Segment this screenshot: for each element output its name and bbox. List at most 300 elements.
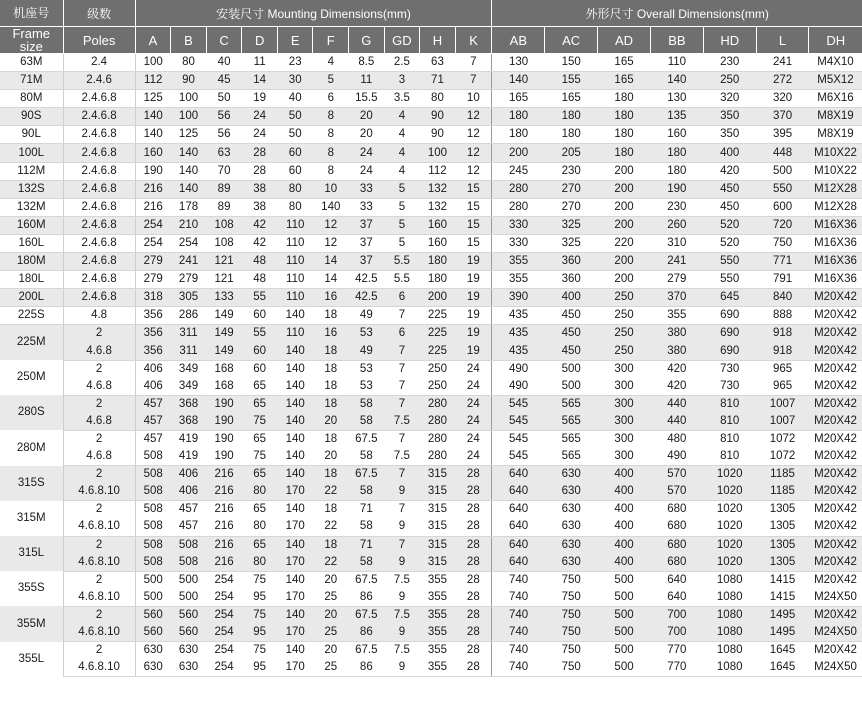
dimension-cell: 9	[384, 554, 420, 572]
frame-size-cell: 180L	[0, 271, 63, 289]
dimension-cell: 8	[313, 126, 349, 144]
dimension-cell: 420	[650, 378, 703, 396]
dimension-cell: 8	[313, 162, 349, 180]
dimension-cell: 254	[135, 216, 171, 234]
dimension-cell: 225	[420, 307, 456, 325]
dimension-cell: 350	[703, 126, 756, 144]
dimension-cell: 279	[171, 271, 207, 289]
dimension-cell: 640	[492, 483, 545, 501]
dimension-cell: M24X50	[809, 624, 862, 642]
dimension-cell: 18	[313, 307, 349, 325]
dimension-cell: 20	[349, 108, 385, 126]
dimension-cell: 80	[242, 518, 278, 536]
dimension-cell: 18	[324, 503, 338, 516]
dimension-cell: 360	[545, 271, 598, 289]
dimension-cell: 140	[171, 162, 207, 180]
dimension-cell: 168	[214, 362, 234, 375]
dimension-cell: M8X19	[809, 108, 862, 126]
table-row	[0, 413, 862, 431]
dimension-cell: 38	[242, 180, 278, 198]
dimension-cell: 89	[206, 180, 242, 198]
dimension-cell: 80	[242, 554, 278, 572]
dimension-cell: 690	[703, 325, 756, 343]
dimension-cell: 71	[349, 536, 385, 554]
dimension-cell: 1072	[756, 448, 809, 466]
dimension-cell: 18	[313, 536, 349, 554]
dimension-cell: 75	[253, 644, 267, 657]
dimension-cell: 140	[135, 126, 171, 144]
dimension-cell: 500	[614, 573, 634, 586]
col-header-ad: AD	[598, 27, 651, 54]
dimension-cell: 315	[420, 483, 456, 501]
dimension-cell: 630	[545, 554, 598, 572]
dimension-cell: 720	[756, 216, 809, 234]
dimension-cell: 1080	[703, 589, 756, 607]
dimension-cell: 270	[545, 198, 598, 216]
dimension-cell: 356	[135, 325, 171, 343]
dimension-cell: 1020	[703, 466, 756, 484]
table-row	[0, 90, 862, 108]
poles-cell: 4.6.8	[63, 343, 135, 361]
dimension-cell: 330	[492, 216, 545, 234]
frame-size-cell: 180M	[0, 253, 63, 271]
dimension-cell: 160	[420, 234, 456, 252]
dimension-cell: 280	[420, 395, 456, 413]
dimension-cell: 1007	[756, 413, 809, 431]
dimension-cell: 63	[420, 54, 456, 72]
dimension-cell: 311	[171, 325, 207, 343]
col-header-k: K	[455, 27, 492, 54]
dimension-cell: 15	[455, 234, 492, 252]
dimension-cell: 60	[242, 307, 278, 325]
dimension-cell: 95	[242, 589, 278, 607]
col-header-ac: AC	[545, 27, 598, 54]
table-row	[0, 606, 862, 624]
dimension-cell: 108	[206, 234, 242, 252]
dimension-cell: 24	[349, 144, 385, 162]
dimension-cell: 888	[756, 307, 809, 325]
dimension-cell: 600	[756, 198, 809, 216]
poles-cell: 2.4.6	[63, 72, 135, 90]
dimension-cell: 230	[703, 54, 756, 72]
poles-cell: 2.4.6.8	[63, 126, 135, 144]
dimension-cell: 810	[703, 448, 756, 466]
dimension-cell: 190	[214, 433, 234, 446]
dimension-cell: 320	[756, 90, 809, 108]
dimension-cell: 149	[206, 343, 242, 361]
dimension-cell: 12	[455, 144, 492, 162]
dimension-cell: 75	[253, 573, 267, 586]
dimension-cell: 368	[171, 395, 207, 413]
dimension-cell: 630	[545, 483, 598, 501]
dimension-cell: 700	[650, 606, 703, 624]
dimension-cell: 286	[171, 307, 207, 325]
dimension-cell: 140	[277, 395, 313, 413]
dimension-cell: 349	[178, 362, 199, 375]
dimension-cell: 5	[384, 198, 420, 216]
dimension-cell: 18	[313, 466, 349, 484]
dimension-cell: 435	[492, 307, 545, 325]
dimension-cell: 80	[171, 54, 207, 72]
dimension-cell: 100	[171, 108, 207, 126]
dimension-cell: 810	[703, 413, 756, 431]
dimension-cell: 25	[313, 589, 349, 607]
dimension-cell: 7	[398, 433, 406, 446]
frame-size-cell: 71M	[0, 72, 63, 90]
dimension-cell: 42	[242, 234, 278, 252]
dimension-cell: M20X42	[814, 362, 857, 375]
dimension-cell: 560	[171, 606, 207, 624]
col-header-f: F	[313, 27, 349, 54]
dimension-cell: 1020	[716, 503, 743, 516]
dimension-cell: 490	[650, 448, 703, 466]
dimension-cell: 450	[545, 325, 598, 343]
dimension-cell: 5	[384, 216, 420, 234]
dimension-cell: 216	[206, 554, 242, 572]
col-header-d: D	[242, 27, 278, 54]
dimension-cell: 450	[703, 180, 756, 198]
dimension-cell: 165	[598, 72, 651, 90]
dimension-cell: 315	[420, 536, 456, 554]
frame-size-cell: 225M	[0, 325, 63, 360]
dimension-cell: M20X42	[809, 448, 862, 466]
dimension-cell: 75	[242, 448, 278, 466]
dimension-cell: 280	[427, 433, 448, 446]
dimension-cell: 310	[650, 234, 703, 252]
dimension-cell: M10X22	[809, 144, 862, 162]
dimension-cell: 315	[420, 554, 456, 572]
dimension-cell: 160	[420, 216, 456, 234]
dimension-cell: 216	[135, 180, 171, 198]
dimension-cell: M20X42	[809, 554, 862, 572]
dimension-cell: 250	[598, 325, 651, 343]
dimension-cell: 355	[492, 253, 545, 271]
dimension-cell: 216	[206, 518, 242, 536]
dimension-cell: 500	[143, 573, 163, 586]
dimension-cell: M20X42	[814, 503, 857, 516]
dimension-cell: 400	[598, 554, 651, 572]
dimension-cell: 508	[135, 483, 171, 501]
dimension-cell: 640	[492, 466, 545, 484]
dimension-cell: 100	[135, 54, 171, 72]
dimension-cell: 180	[598, 90, 651, 108]
dimension-cell: 419	[171, 448, 207, 466]
dimension-cell: 400	[598, 536, 651, 554]
dimension-cell: 508	[135, 554, 171, 572]
dimension-cell: 65	[242, 466, 278, 484]
dimension-cell: 24	[455, 413, 492, 431]
dimension-cell: 500	[614, 644, 634, 657]
dimension-cell: 7.5	[384, 413, 420, 431]
dimension-cell: 15.5	[349, 90, 385, 108]
dimension-cell: 10	[455, 90, 492, 108]
frame-size-header-cn: 机座号	[0, 0, 63, 27]
dimension-cell: 630	[545, 536, 598, 554]
dimension-cell: 254	[206, 659, 242, 677]
dimension-cell: 325	[545, 216, 598, 234]
dimension-cell: 150	[545, 54, 598, 72]
dimension-cell: 550	[756, 180, 809, 198]
dimension-cell: 67.5	[349, 466, 385, 484]
table-row	[0, 180, 862, 198]
dimension-cell: 315	[420, 518, 456, 536]
dimension-cell: 110	[277, 234, 313, 252]
dimension-cell: 90	[171, 72, 207, 90]
dimension-cell: 28	[455, 571, 492, 589]
dimension-cell: 254	[171, 234, 207, 252]
dimension-cell: 60	[277, 162, 313, 180]
dimension-cell: 140	[285, 362, 305, 375]
dimension-cell: 180	[492, 126, 545, 144]
dimension-cell: 9	[384, 624, 420, 642]
dimension-cell: 110	[277, 289, 313, 307]
dimension-cell: 280	[492, 180, 545, 198]
poles-cell: 2.4.6.8	[63, 289, 135, 307]
dimension-cell: 440	[650, 395, 703, 413]
dimension-cell: 330	[492, 234, 545, 252]
dimension-cell: 216	[206, 536, 242, 554]
dimension-cell: 508	[171, 536, 207, 554]
dimension-cell: 56	[206, 126, 242, 144]
dimension-cell: 58	[349, 448, 385, 466]
dimension-cell: 19	[455, 343, 492, 361]
poles-cell: 4.6.8.10	[63, 483, 135, 501]
frame-size-cell: 160M	[0, 216, 63, 234]
dimension-cell: 20	[313, 606, 349, 624]
dimension-cell: 640	[492, 536, 545, 554]
dimension-cell: 28	[455, 659, 492, 677]
dimension-cell: 560	[135, 624, 171, 642]
dimension-cell: 121	[206, 253, 242, 271]
dimension-cell: 395	[756, 126, 809, 144]
frame-size-cell: 112M	[0, 162, 63, 180]
dimension-cell: 245	[492, 162, 545, 180]
dimension-cell: 16	[313, 325, 349, 343]
dimension-cell: 5.5	[384, 253, 420, 271]
dimension-cell: 279	[650, 271, 703, 289]
dimension-cell: 58	[349, 518, 385, 536]
dimension-cell: 350	[703, 108, 756, 126]
dimension-cell: 965	[756, 378, 809, 396]
dimension-cell: 12	[455, 126, 492, 144]
overall-dimensions-header: 外形尺寸 Overall Dimensions(mm)	[492, 0, 862, 27]
poles-cell: 2.4.6.8	[63, 271, 135, 289]
dimension-cell: 140	[277, 448, 313, 466]
col-header-ab: AB	[492, 27, 545, 54]
dimension-cell: 130	[650, 90, 703, 108]
dimension-cell: 400	[614, 503, 634, 516]
poles-cell: 4.6.8	[63, 448, 135, 466]
table-row	[0, 198, 862, 216]
dimension-cell: 1020	[703, 536, 756, 554]
dimension-cell: 80	[242, 483, 278, 501]
dimension-cell: 19	[455, 307, 492, 325]
dimension-cell: 9	[384, 518, 420, 536]
dimension-cell: 140	[285, 433, 305, 446]
poles-cell: 2	[63, 325, 135, 343]
dimension-cell: 24	[242, 108, 278, 126]
dimension-cell: 435	[492, 343, 545, 361]
dimension-cell: 18	[313, 395, 349, 413]
dimension-cell: 1495	[756, 624, 809, 642]
poles-cell: 4.6.8.10	[63, 554, 135, 572]
poles-cell: 2	[63, 571, 135, 589]
poles-cell: 2.4.6.8	[63, 162, 135, 180]
poles-cell: 4.8	[63, 307, 135, 325]
dimension-cell: 1080	[716, 573, 743, 586]
dimension-cell: 4	[384, 144, 420, 162]
dimension-cell: 730	[703, 378, 756, 396]
dimension-cell: 565	[561, 433, 581, 446]
dimension-cell: 740	[492, 606, 545, 624]
dimension-cell: 65	[242, 378, 278, 396]
dimension-cell: 280	[420, 413, 456, 431]
dimension-cell: 7	[384, 395, 420, 413]
dimension-cell: 125	[171, 126, 207, 144]
poles-cell: 2.4.6.8	[63, 144, 135, 162]
dimension-cell: M5X12	[809, 72, 862, 90]
poles-cell: 2.4.6.8	[63, 90, 135, 108]
dimension-cell: 300	[598, 395, 651, 413]
dimension-cell: 22	[313, 483, 349, 501]
dimension-cell: 630	[171, 659, 207, 677]
dimension-cell: M20X42	[809, 325, 862, 343]
dimension-cell: 20	[324, 644, 338, 657]
dimension-cell: 457	[171, 518, 207, 536]
table-row	[0, 144, 862, 162]
dimension-cell: 8	[313, 144, 349, 162]
dimension-cell: 356	[135, 307, 171, 325]
dimension-cell: 300	[614, 362, 634, 375]
dimension-cell: 250	[703, 72, 756, 90]
dimension-cell: 220	[598, 234, 651, 252]
dimension-cell: 110	[277, 253, 313, 271]
dimension-cell: 740	[492, 659, 545, 677]
dimension-cell: M20X42	[809, 518, 862, 536]
table-row	[0, 216, 862, 234]
dimension-cell: 1305	[769, 503, 796, 516]
dimension-cell: M20X42	[809, 483, 862, 501]
dimension-cell: 1185	[756, 466, 809, 484]
dimension-cell: 680	[650, 536, 703, 554]
dimension-cell: 65	[253, 433, 267, 446]
dimension-cell: 20	[349, 126, 385, 144]
dimension-cell: 355	[420, 606, 456, 624]
dimension-cell: 500	[756, 162, 809, 180]
dimension-cell: 500	[171, 589, 207, 607]
dimension-cell: 918	[756, 343, 809, 361]
dimension-cell: M24X50	[809, 659, 862, 677]
dimension-cell: 640	[492, 554, 545, 572]
poles-cell: 4.6.8	[63, 378, 135, 396]
dimension-cell: 770	[650, 659, 703, 677]
dimension-cell: 918	[756, 325, 809, 343]
dimension-cell: M20X42	[814, 433, 857, 446]
frame-size-cell: 90S	[0, 108, 63, 126]
dimension-cell: 95	[242, 624, 278, 642]
dimension-cell: 170	[277, 624, 313, 642]
frame-size-cell: 355M	[0, 606, 63, 641]
frame-size-cell: 132S	[0, 180, 63, 198]
dimension-cell: 280	[492, 198, 545, 216]
dimension-cell: 200	[598, 271, 651, 289]
poles-cell: 2	[63, 642, 135, 660]
dimension-cell: 53	[349, 325, 385, 343]
dimension-cell: M4X10	[809, 54, 862, 72]
dimension-cell: 4	[384, 108, 420, 126]
dimension-cell: 7.5	[384, 606, 420, 624]
dimension-cell: 24	[349, 162, 385, 180]
dimension-cell: 254	[206, 624, 242, 642]
dimension-cell: 12	[313, 234, 349, 252]
dimension-cell: 200	[598, 162, 651, 180]
poles-cell: 2.4.6.8	[63, 216, 135, 234]
dimension-cell: 419	[178, 433, 199, 446]
dimension-cell: 18	[313, 378, 349, 396]
dimension-cell: 440	[650, 413, 703, 431]
dimension-cell: 42	[242, 216, 278, 234]
dimension-cell: 12	[313, 216, 349, 234]
dimension-cell: 630	[143, 644, 163, 657]
dimension-cell: 225	[420, 325, 456, 343]
dimension-cell: 640	[508, 503, 529, 516]
col-header-hd: HD	[703, 27, 756, 54]
poles-header-en: Poles	[63, 27, 135, 54]
dimension-cell: 325	[545, 234, 598, 252]
dimension-cell: 190	[206, 413, 242, 431]
dimension-cell: 254	[214, 644, 234, 657]
dimension-cell: 508	[135, 466, 171, 484]
dimension-cell: 33	[349, 198, 385, 216]
table-row	[0, 343, 862, 361]
dimension-cell: 7	[384, 536, 420, 554]
dimension-cell: 28	[455, 606, 492, 624]
dimension-cell: 71	[359, 503, 373, 516]
dimension-cell: 28	[455, 624, 492, 642]
dimension-cell: 58	[349, 395, 385, 413]
dimension-cell: 500	[135, 589, 171, 607]
dimension-cell: 500	[561, 362, 581, 375]
dimension-cell: 8.5	[349, 54, 385, 72]
table-row	[0, 360, 862, 378]
dimension-cell: 24	[455, 448, 492, 466]
dimension-cell: 355	[420, 624, 456, 642]
dimension-cell: 1415	[756, 589, 809, 607]
dimension-cell: 11	[349, 72, 385, 90]
dimension-cell: 9	[384, 483, 420, 501]
table-row	[0, 554, 862, 572]
dimension-cell: 200	[598, 198, 651, 216]
dimension-cell: 38	[242, 198, 278, 216]
table-row	[0, 624, 862, 642]
dimension-cell: 24	[455, 378, 492, 396]
dimension-cell: 630	[561, 503, 581, 516]
dimension-cell: 4	[384, 162, 420, 180]
dimension-cell: 406	[171, 483, 207, 501]
dimension-cell: 50	[277, 126, 313, 144]
dimension-cell: 28	[455, 518, 492, 536]
poles-cell: 2.4.6.8	[63, 234, 135, 252]
dimension-cell: 15	[455, 216, 492, 234]
col-header-c: C	[206, 27, 242, 54]
dimension-cell: 25	[313, 624, 349, 642]
frame-size-cell: 90L	[0, 126, 63, 144]
dimension-cell: 1645	[756, 659, 809, 677]
dimension-cell: 155	[545, 72, 598, 90]
dimension-cell: 37	[349, 216, 385, 234]
dimension-cell: 750	[545, 659, 598, 677]
dimension-cell: 500	[178, 573, 199, 586]
